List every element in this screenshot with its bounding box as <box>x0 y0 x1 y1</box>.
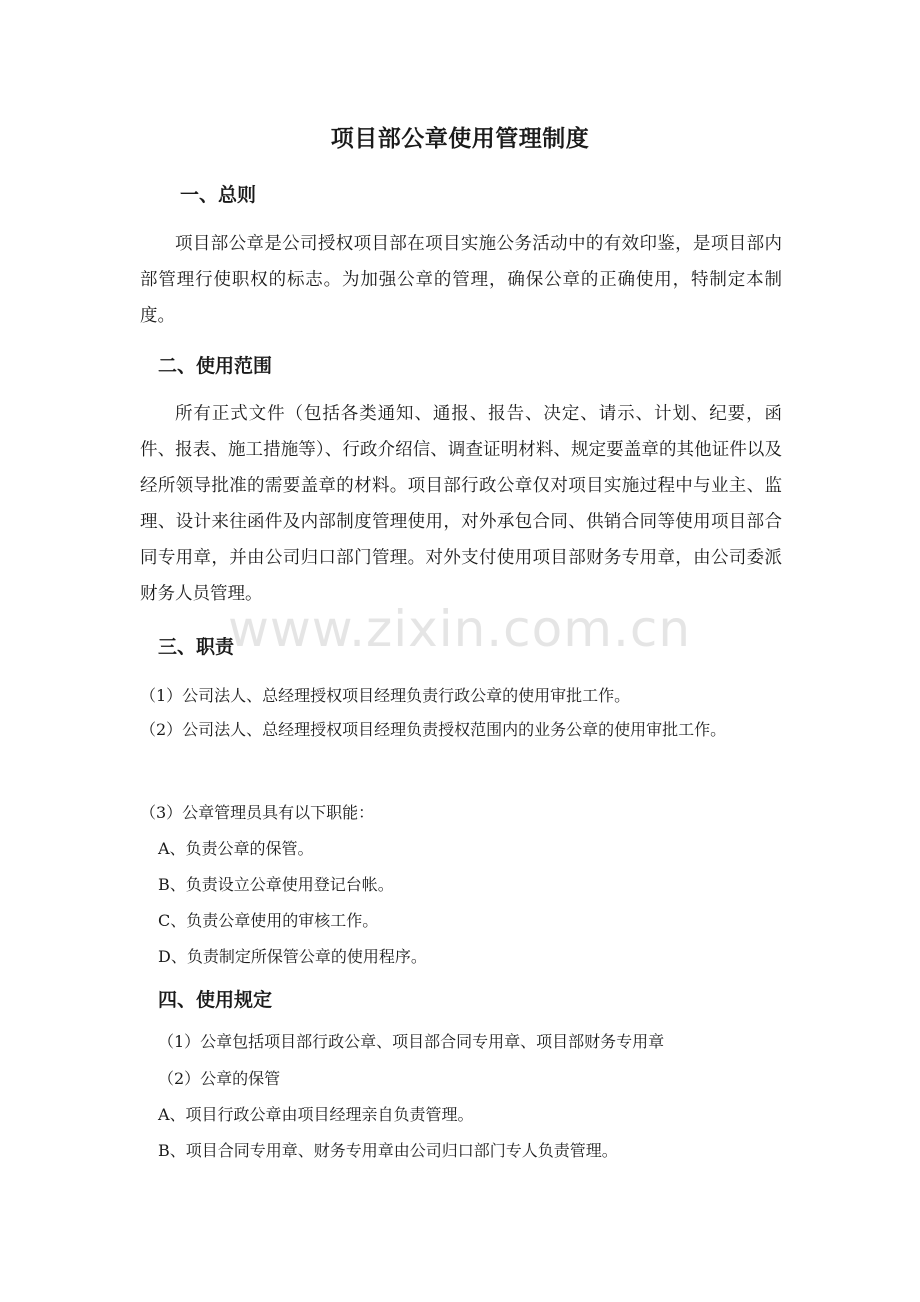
section-text-general: 项目部公章是公司授权项目部在项目实施公务活动中的有效印鉴，是项目部内部管理行使职权的标志。为加强公章的管理，确保公章的正确使用，特制定本制度。 <box>140 234 782 326</box>
duties-sub-a: A、负责公章的保管。 <box>158 839 314 858</box>
section-heading-general: 一、总则 <box>180 184 257 206</box>
duties-sub-d: D、负责制定所保管公章的使用程序。 <box>158 947 427 966</box>
section-text-scope: 所有正式文件（包括各类通知、通报、报告、决定、请示、计划、纪要，函件、报表、施工措施等）、行政介绍信、调查证明材料、规定要盖章的其他证件以及经所领导批准的需要盖章的材料。项目部行政公章仅对项目实施过程中与业主、监理、设计来往函件及内部制度管理使用，对外承包合同、供销合同等使用项目部合同专用章，并由公司归口部门管理。对外支付使用项目部财务专用章，由公司委派财务人员管理。 <box>140 404 782 604</box>
watermark: www.zixin.com.cn <box>228 600 692 658</box>
section-heading-scope: 二、使用范围 <box>158 355 273 377</box>
rules-sub-b: B、项目合同专用章、财务专用章由公司归口部门专人负责管理。 <box>158 1141 618 1160</box>
duties-sub-c: C、负责公章使用的审核工作。 <box>158 911 379 930</box>
document-title: 项目部公章使用管理制度 <box>330 126 590 152</box>
section-heading-duties: 三、职责 <box>158 636 235 658</box>
duties-item-2: （2）公司法人、总经理授权项目经理负责授权范围内的业务公章的使用审批工作。 <box>140 720 727 739</box>
rules-item-1: （1）公章包括项目部行政公章、项目部合同专用章、项目部财务专用章 <box>158 1032 665 1051</box>
rules-item-2: （2）公章的保管 <box>158 1069 281 1088</box>
duties-item-1: （1）公司法人、总经理授权项目经理负责行政公章的使用审批工作。 <box>140 686 631 705</box>
section-heading-rules: 四、使用规定 <box>158 989 273 1011</box>
duties-sub-b: B、负责设立公章使用登记台帐。 <box>158 875 394 894</box>
rules-sub-a: A、项目行政公章由项目经理亲自负责管理。 <box>158 1105 474 1124</box>
duties-item-3: （3）公章管理员具有以下职能： <box>140 803 375 822</box>
